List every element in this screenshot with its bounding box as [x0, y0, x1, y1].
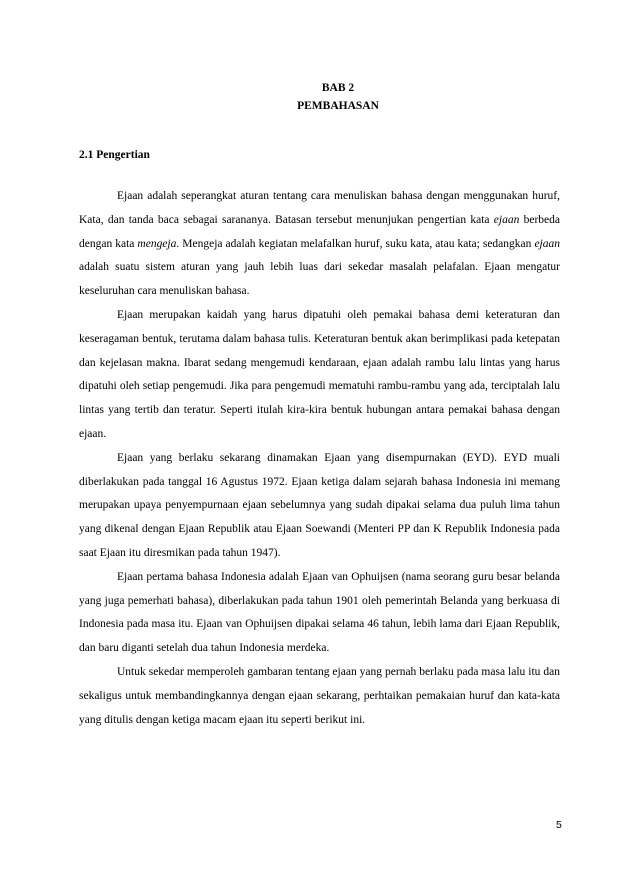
paragraph-1-part-2: berbeda dengan kata [79, 213, 560, 250]
page-number: 5 [556, 819, 562, 831]
paragraph-4: Ejaan pertama bahasa Indonesia adalah Ejaan van Ophuijsen (nama seorang guru besar belanda yang juga pemerhati bahasa), diberlakukan pada tahun 1901 oleh pemerintah Belanda yang berkuasa di Indonesia pada masa itu. Ejaan van Ophuijsen dipakai selama 46 tahun, lebih lama dari Ejaan Republik, dan baru diganti setelah dua tahun Indonesia merdeka. [79, 570, 560, 655]
italic-term-ejaan-2: ejaan [534, 237, 560, 250]
chapter-title: PEMBAHASAN [297, 100, 379, 112]
paragraph-2: Ejaan merupakan kaidah yang harus dipatuhi oleh pemakai bahasa demi keteraturan dan keseragaman bentuk, terutama dalam bahasa tulis. Keteraturan bentuk akan berimplikasi pada ketepatan dan kejelasan makna. Ibarat sedang mengemudi kendaraan, ejaan adalah rambu lalu lintas yang harus dipatuhi oleh setiap pengemudi. Jika para pengemudi mematuhi rambu-rambu yang ada, terciptalah lalu lintas yang tertib dan teratur. Seperti itulah kira-kira bentuk hubungan antara pemakai bahasa dengan ejaan. [79, 308, 560, 440]
italic-term-ejaan: ejaan [493, 213, 520, 226]
paragraph-3: Ejaan yang berlaku sekarang dinamakan Ejaan yang disempurnakan (EYD). EYD muali diberlakukan pada tanggal 16 Agustus 1972. Ejaan ketiga dalam sejarah bahasa Indonesia ini memang merupakan upaya penyempurnaan ejaan sebelumnya yang sudah dipakai selama dua puluh lima tahun yang dikenal dengan Ejaan Republik atau Ejaan Soewandi (Menteri PP dan K Republik Indonesia pada saat Ejaan itu diresmikan pada tahun 1947). [79, 451, 560, 559]
paragraph-1-part-4: adalah suatu sistem aturan yang jauh lebih luas dari sekedar masalah pelafalan. Ejaan mengatur keseluruhan cara menuliskan bahasa. [79, 261, 560, 298]
paragraph-5: Untuk sekedar memperoleh gambaran tentang ejaan yang pernah berlaku pada masa lalu itu dan sekaligus untuk membandingkannya dengan ejaan sekarang, perhtaikan pemakaian huruf dan kata-kata yang ditulis dengan ketiga macam ejaan itu seperti berikut ini. [79, 665, 560, 726]
paragraph-1-part-1: Ejaan adalah seperangkat aturan tentang cara menuliskan bahasa dengan menggunakan huruf, Kata, dan tanda baca sebagai sarananya. Batasan tersebut menunjukan pengertian kata [79, 190, 560, 226]
italic-term-mengeja: mengeja [137, 237, 177, 250]
paragraph-1-part-3: . Mengeja adalah kegiatan melafalkan huruf, suku kata, atau kata; sedangkan [176, 237, 535, 250]
section-title: 2.1 Pengertian [79, 149, 150, 161]
body-text [79, 185, 560, 732]
chapter-number: BAB 2 [321, 82, 355, 94]
paragraph-1 [79, 185, 560, 304]
